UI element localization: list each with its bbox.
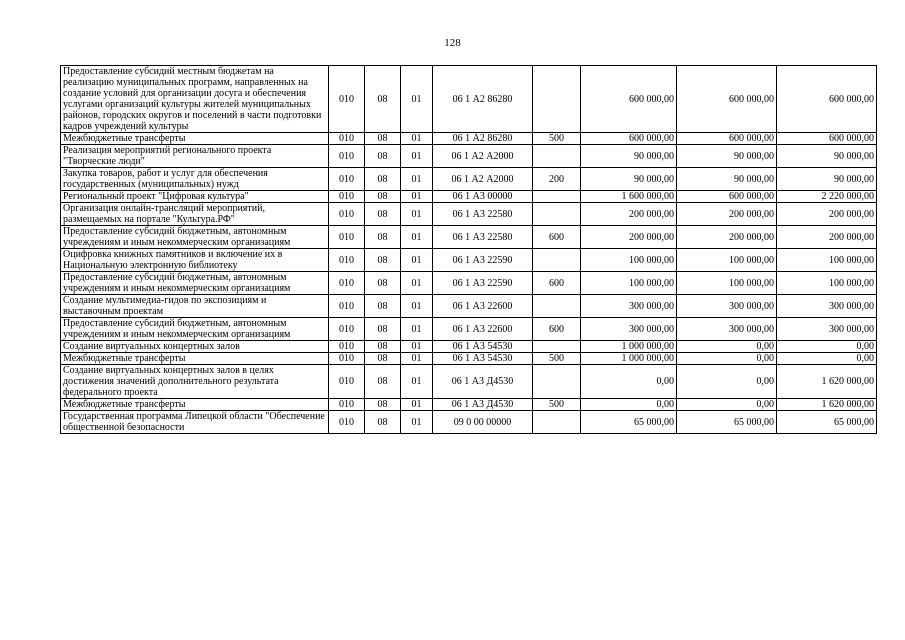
amount-year3-cell: 1 620 000,00 (777, 399, 877, 411)
amount-year3-cell: 1 620 000,00 (777, 365, 877, 399)
ministry-code-cell: 010 (329, 411, 365, 434)
ministry-code-cell: 010 (329, 226, 365, 249)
target-article-cell: 06 1 А2 86280 (433, 66, 533, 133)
amount-year1-cell: 600 000,00 (581, 133, 677, 145)
table-row (61, 203, 877, 226)
section-code-cell: 08 (365, 145, 401, 168)
amount-year3-cell: 90 000,00 (777, 145, 877, 168)
table-row (61, 272, 877, 295)
target-article-cell: 06 1 А3 54530 (433, 341, 533, 353)
row-name-cell: Создание виртуальных концертных залов в целях достижения значений дополнительного результата федерального проекта (61, 365, 329, 399)
expense-type-cell: 200 (533, 168, 581, 191)
amount-year1-cell: 90 000,00 (581, 145, 677, 168)
ministry-code-cell: 010 (329, 133, 365, 145)
budget-table (60, 65, 877, 434)
expense-type-cell (533, 295, 581, 318)
section-code-cell: 08 (365, 272, 401, 295)
ministry-code-cell: 010 (329, 249, 365, 272)
amount-year1-cell: 1 600 000,00 (581, 191, 677, 203)
section-code-cell: 08 (365, 203, 401, 226)
section-code-cell: 08 (365, 411, 401, 434)
table-row (61, 145, 877, 168)
amount-year2-cell: 600 000,00 (677, 133, 777, 145)
table-row (61, 399, 877, 411)
amount-year1-cell: 0,00 (581, 399, 677, 411)
row-name-cell: Оцифровка книжных памятников и включение их в Национальную электронную библиотеку (61, 249, 329, 272)
row-name-cell: Государственная программа Липецкой области "Обеспечение общественной безопасности (61, 411, 329, 434)
row-name-cell: Региональный проект "Цифровая культура" (61, 191, 329, 203)
section-code-cell: 08 (365, 295, 401, 318)
amount-year1-cell: 1 000 000,00 (581, 353, 677, 365)
amount-year3-cell: 300 000,00 (777, 318, 877, 341)
ministry-code-cell: 010 (329, 318, 365, 341)
subsection-code-cell: 01 (401, 249, 433, 272)
target-article-cell: 06 1 А3 22590 (433, 249, 533, 272)
ministry-code-cell: 010 (329, 341, 365, 353)
subsection-code-cell: 01 (401, 272, 433, 295)
expense-type-cell (533, 249, 581, 272)
table-row (61, 66, 877, 133)
section-code-cell: 08 (365, 133, 401, 145)
amount-year3-cell: 2 220 000,00 (777, 191, 877, 203)
expense-type-cell (533, 66, 581, 133)
amount-year1-cell: 100 000,00 (581, 272, 677, 295)
amount-year3-cell: 0,00 (777, 353, 877, 365)
amount-year3-cell: 600 000,00 (777, 133, 877, 145)
amount-year1-cell: 1 000 000,00 (581, 341, 677, 353)
expense-type-cell: 600 (533, 318, 581, 341)
expense-type-cell (533, 145, 581, 168)
expense-type-cell (533, 365, 581, 399)
ministry-code-cell: 010 (329, 295, 365, 318)
target-article-cell: 06 1 А3 54530 (433, 353, 533, 365)
expense-type-cell (533, 203, 581, 226)
table-row (61, 353, 877, 365)
target-article-cell: 06 1 А2 А2000 (433, 145, 533, 168)
amount-year3-cell: 200 000,00 (777, 203, 877, 226)
amount-year3-cell: 300 000,00 (777, 295, 877, 318)
ministry-code-cell: 010 (329, 203, 365, 226)
amount-year1-cell: 90 000,00 (581, 168, 677, 191)
subsection-code-cell: 01 (401, 411, 433, 434)
amount-year2-cell: 0,00 (677, 365, 777, 399)
subsection-code-cell: 01 (401, 66, 433, 133)
amount-year2-cell: 65 000,00 (677, 411, 777, 434)
row-name-cell: Предоставление субсидий местным бюджетам на реализацию муниципальных программ, направленных на создание условий для организации досуга и обеспечения услугами организаций культуры жителей муниципальных районов, городских округов и поселений в части подготовки кадров учреждений культуры (61, 66, 329, 133)
row-name-cell: Создание мультимедиа-гидов по экспозициям и выставочным проектам (61, 295, 329, 318)
subsection-code-cell: 01 (401, 365, 433, 399)
amount-year2-cell: 100 000,00 (677, 272, 777, 295)
section-code-cell: 08 (365, 399, 401, 411)
amount-year1-cell: 65 000,00 (581, 411, 677, 434)
table-row (61, 318, 877, 341)
amount-year2-cell: 300 000,00 (677, 295, 777, 318)
page-number: 128 (444, 37, 461, 49)
table-row (61, 133, 877, 145)
row-name-cell: Межбюджетные трансферты (61, 353, 329, 365)
amount-year1-cell: 100 000,00 (581, 249, 677, 272)
expense-type-cell: 600 (533, 226, 581, 249)
subsection-code-cell: 01 (401, 168, 433, 191)
section-code-cell: 08 (365, 318, 401, 341)
subsection-code-cell: 01 (401, 295, 433, 318)
amount-year1-cell: 0,00 (581, 365, 677, 399)
ministry-code-cell: 010 (329, 66, 365, 133)
amount-year2-cell: 100 000,00 (677, 249, 777, 272)
subsection-code-cell: 01 (401, 191, 433, 203)
expense-type-cell: 500 (533, 353, 581, 365)
ministry-code-cell: 010 (329, 353, 365, 365)
target-article-cell: 06 1 А3 22600 (433, 318, 533, 341)
expense-type-cell (533, 341, 581, 353)
amount-year1-cell: 600 000,00 (581, 66, 677, 133)
amount-year3-cell: 90 000,00 (777, 168, 877, 191)
target-article-cell: 09 0 00 00000 (433, 411, 533, 434)
amount-year2-cell: 200 000,00 (677, 226, 777, 249)
amount-year3-cell: 100 000,00 (777, 272, 877, 295)
row-name-cell: Реализация мероприятий регионального проекта "Творческие люди" (61, 145, 329, 168)
section-code-cell: 08 (365, 168, 401, 191)
subsection-code-cell: 01 (401, 353, 433, 365)
table-row (61, 168, 877, 191)
section-code-cell: 08 (365, 226, 401, 249)
expense-type-cell: 600 (533, 272, 581, 295)
ministry-code-cell: 010 (329, 365, 365, 399)
row-name-cell: Предоставление субсидий бюджетным, автономным учреждениям и иным некоммерческим организациям (61, 318, 329, 341)
target-article-cell: 06 1 А3 Д4530 (433, 399, 533, 411)
subsection-code-cell: 01 (401, 341, 433, 353)
row-name-cell: Закупка товаров, работ и услуг для обеспечения государственных (муниципальных) нужд (61, 168, 329, 191)
table-row (61, 295, 877, 318)
section-code-cell: 08 (365, 249, 401, 272)
row-name-cell: Организация онлайн-трансляций мероприятий, размещаемых на портале "Культура.РФ" (61, 203, 329, 226)
subsection-code-cell: 01 (401, 318, 433, 341)
amount-year1-cell: 300 000,00 (581, 318, 677, 341)
amount-year2-cell: 200 000,00 (677, 203, 777, 226)
amount-year2-cell: 0,00 (677, 353, 777, 365)
target-article-cell: 06 1 А3 22580 (433, 226, 533, 249)
target-article-cell: 06 1 А3 Д4530 (433, 365, 533, 399)
amount-year1-cell: 200 000,00 (581, 226, 677, 249)
amount-year2-cell: 300 000,00 (677, 318, 777, 341)
section-code-cell: 08 (365, 353, 401, 365)
ministry-code-cell: 010 (329, 399, 365, 411)
expense-type-cell: 500 (533, 399, 581, 411)
expense-type-cell (533, 191, 581, 203)
target-article-cell: 06 1 А3 22580 (433, 203, 533, 226)
amount-year2-cell: 0,00 (677, 399, 777, 411)
amount-year2-cell: 600 000,00 (677, 191, 777, 203)
section-code-cell: 08 (365, 365, 401, 399)
subsection-code-cell: 01 (401, 203, 433, 226)
amount-year3-cell: 200 000,00 (777, 226, 877, 249)
row-name-cell: Межбюджетные трансферты (61, 399, 329, 411)
table-row (61, 341, 877, 353)
table-row (61, 411, 877, 434)
ministry-code-cell: 010 (329, 272, 365, 295)
row-name-cell: Предоставление субсидий бюджетным, автономным учреждениям и иным некоммерческим организациям (61, 272, 329, 295)
section-code-cell: 08 (365, 191, 401, 203)
amount-year2-cell: 600 000,00 (677, 66, 777, 133)
amount-year3-cell: 65 000,00 (777, 411, 877, 434)
target-article-cell: 06 1 А3 00000 (433, 191, 533, 203)
row-name-cell: Межбюджетные трансферты (61, 133, 329, 145)
amount-year1-cell: 300 000,00 (581, 295, 677, 318)
section-code-cell: 08 (365, 341, 401, 353)
subsection-code-cell: 01 (401, 133, 433, 145)
row-name-cell: Создание виртуальных концертных залов (61, 341, 329, 353)
subsection-code-cell: 01 (401, 145, 433, 168)
amount-year2-cell: 90 000,00 (677, 145, 777, 168)
section-code-cell: 08 (365, 66, 401, 133)
target-article-cell: 06 1 А3 22590 (433, 272, 533, 295)
target-article-cell: 06 1 А2 А2000 (433, 168, 533, 191)
amount-year3-cell: 600 000,00 (777, 66, 877, 133)
amount-year2-cell: 0,00 (677, 341, 777, 353)
target-article-cell: 06 1 А2 86280 (433, 133, 533, 145)
row-name-cell: Предоставление субсидий бюджетным, автономным учреждениям и иным некоммерческим организациям (61, 226, 329, 249)
subsection-code-cell: 01 (401, 399, 433, 411)
expense-type-cell: 500 (533, 133, 581, 145)
table-row (61, 226, 877, 249)
table-row (61, 191, 877, 203)
target-article-cell: 06 1 А3 22600 (433, 295, 533, 318)
ministry-code-cell: 010 (329, 168, 365, 191)
subsection-code-cell: 01 (401, 226, 433, 249)
table-row (61, 365, 877, 399)
amount-year3-cell: 100 000,00 (777, 249, 877, 272)
ministry-code-cell: 010 (329, 145, 365, 168)
amount-year1-cell: 200 000,00 (581, 203, 677, 226)
ministry-code-cell: 010 (329, 191, 365, 203)
expense-type-cell (533, 411, 581, 434)
table-row (61, 249, 877, 272)
amount-year2-cell: 90 000,00 (677, 168, 777, 191)
amount-year3-cell: 0,00 (777, 341, 877, 353)
